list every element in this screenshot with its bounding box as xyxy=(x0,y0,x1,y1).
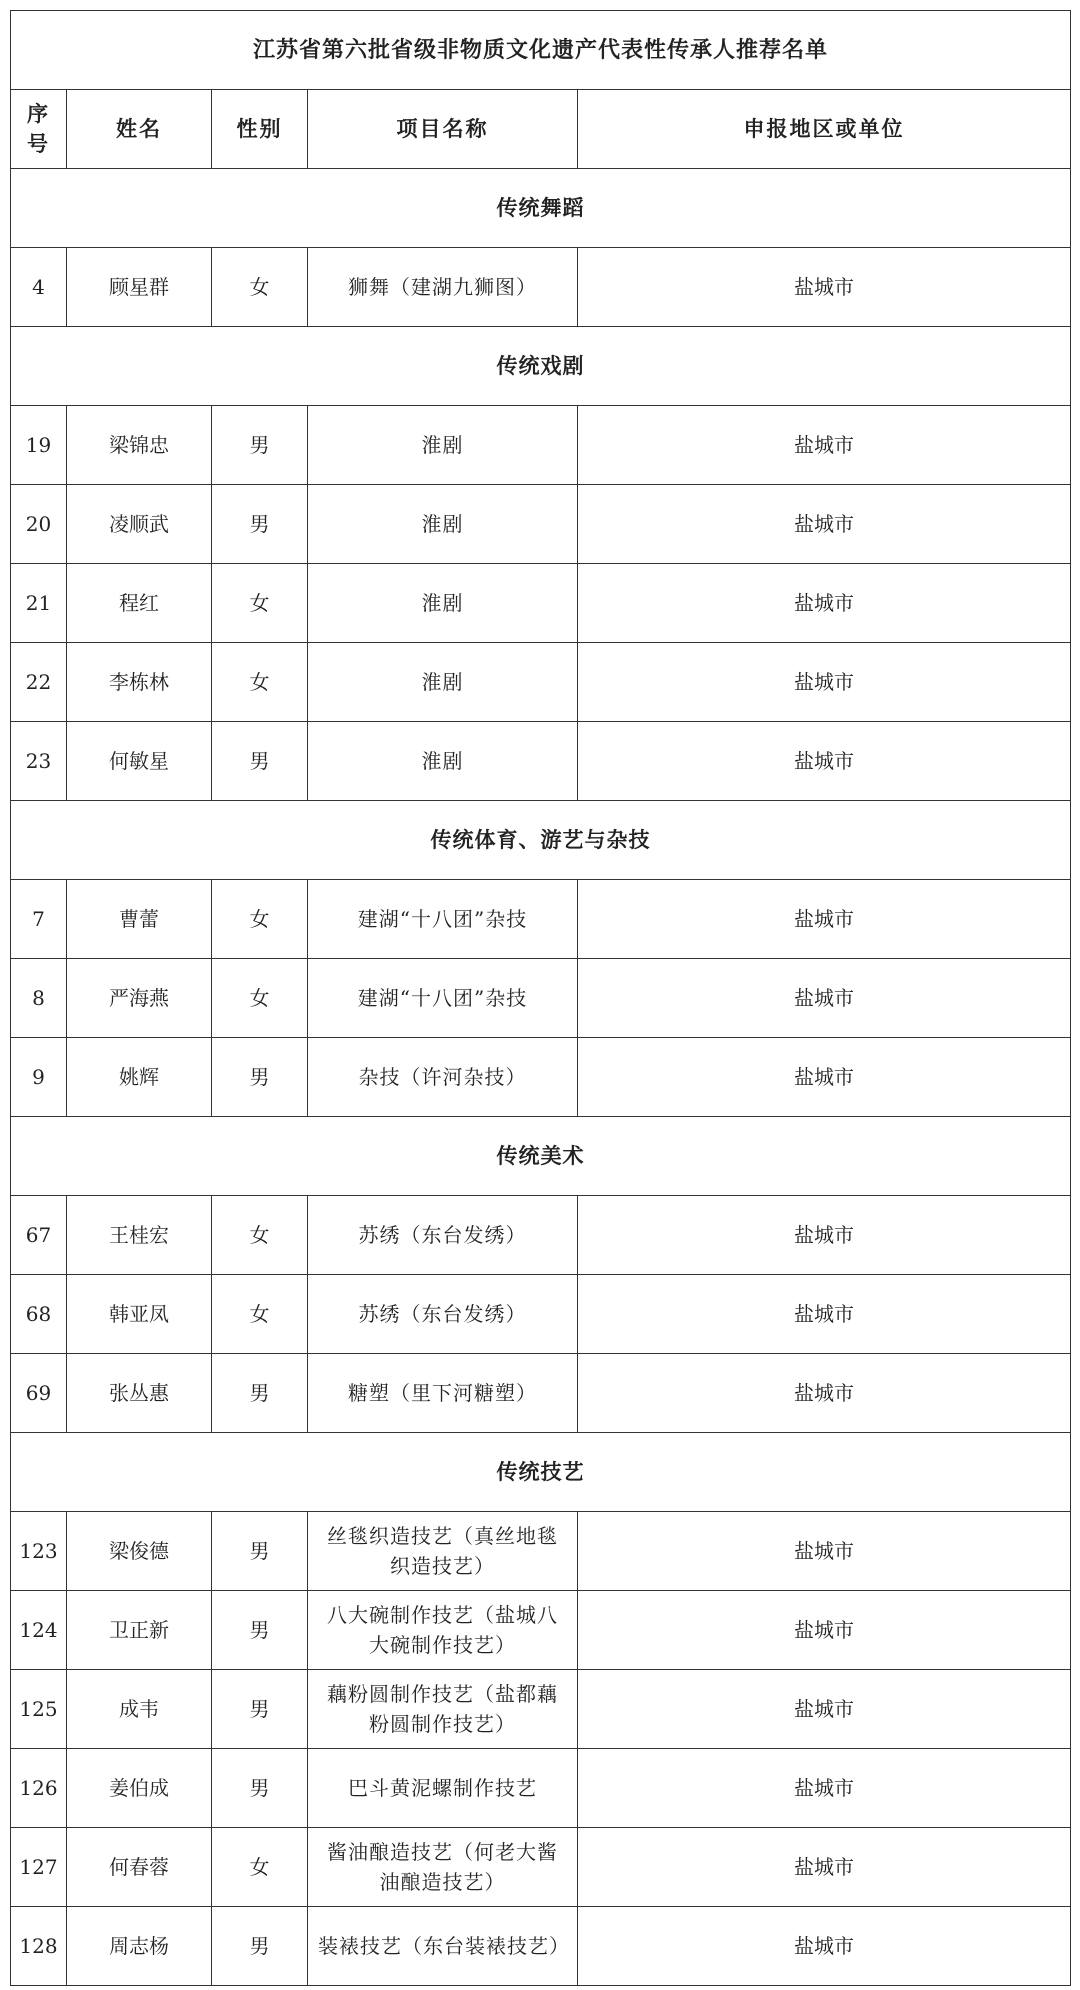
cell-name: 卫正新 xyxy=(67,1591,212,1670)
cell-gender: 女 xyxy=(212,880,308,959)
cell-project: 淮剧 xyxy=(308,406,578,485)
cell-seq: 124 xyxy=(11,1591,67,1670)
table-row xyxy=(11,1512,1071,1591)
header-seq: 序号 xyxy=(11,90,67,169)
cell-gender: 男 xyxy=(212,722,308,801)
category-row xyxy=(11,801,1071,880)
cell-gender: 男 xyxy=(212,1907,308,1986)
cell-project: 酱油酿造技艺（何老大酱油酿造技艺） xyxy=(308,1828,578,1907)
category-label: 传统技艺 xyxy=(11,1433,1071,1512)
cell-unit: 盐城市 xyxy=(578,1591,1071,1670)
cell-seq: 126 xyxy=(11,1749,67,1828)
header-project: 项目名称 xyxy=(308,90,578,169)
table-row xyxy=(11,1038,1071,1117)
table-row xyxy=(11,1907,1071,1986)
cell-project: 杂技（许河杂技） xyxy=(308,1038,578,1117)
table-row xyxy=(11,1196,1071,1275)
cell-seq: 127 xyxy=(11,1828,67,1907)
cell-unit: 盐城市 xyxy=(578,880,1071,959)
cell-seq: 19 xyxy=(11,406,67,485)
table-row xyxy=(11,485,1071,564)
table-row xyxy=(11,1828,1071,1907)
document-title: 江苏省第六批省级非物质文化遗产代表性传承人推荐名单 xyxy=(11,11,1071,90)
cell-seq: 67 xyxy=(11,1196,67,1275)
cell-project: 巴斗黄泥螺制作技艺 xyxy=(308,1749,578,1828)
cell-gender: 女 xyxy=(212,1196,308,1275)
cell-seq: 23 xyxy=(11,722,67,801)
cell-seq: 21 xyxy=(11,564,67,643)
cell-project: 八大碗制作技艺（盐城八大碗制作技艺） xyxy=(308,1591,578,1670)
cell-project: 建湖“十八团”杂技 xyxy=(308,959,578,1038)
table-row xyxy=(11,880,1071,959)
header-name: 姓名 xyxy=(67,90,212,169)
cell-gender: 男 xyxy=(212,485,308,564)
category-label: 传统舞蹈 xyxy=(11,169,1071,248)
cell-gender: 女 xyxy=(212,1828,308,1907)
cell-unit: 盐城市 xyxy=(578,722,1071,801)
cell-name: 顾星群 xyxy=(67,248,212,327)
cell-unit: 盐城市 xyxy=(578,1828,1071,1907)
cell-name: 李栋林 xyxy=(67,643,212,722)
category-row xyxy=(11,327,1071,406)
cell-gender: 女 xyxy=(212,248,308,327)
cell-project: 苏绣（东台发绣） xyxy=(308,1196,578,1275)
table-row xyxy=(11,1354,1071,1433)
cell-name: 姚辉 xyxy=(67,1038,212,1117)
cell-gender: 女 xyxy=(212,643,308,722)
cell-seq: 69 xyxy=(11,1354,67,1433)
cell-project: 藕粉圆制作技艺（盐都藕粉圆制作技艺） xyxy=(308,1670,578,1749)
header-unit: 申报地区或单位 xyxy=(578,90,1071,169)
cell-name: 何敏星 xyxy=(67,722,212,801)
cell-gender: 男 xyxy=(212,1512,308,1591)
cell-gender: 男 xyxy=(212,1591,308,1670)
cell-name: 韩亚凤 xyxy=(67,1275,212,1354)
cell-project: 建湖“十八团”杂技 xyxy=(308,880,578,959)
cell-unit: 盐城市 xyxy=(578,1038,1071,1117)
table-row xyxy=(11,1670,1071,1749)
cell-unit: 盐城市 xyxy=(578,1907,1071,1986)
cell-name: 梁俊德 xyxy=(67,1512,212,1591)
category-row xyxy=(11,1117,1071,1196)
cell-name: 何春蓉 xyxy=(67,1828,212,1907)
cell-unit: 盐城市 xyxy=(578,1749,1071,1828)
category-label: 传统体育、游艺与杂技 xyxy=(11,801,1071,880)
cell-project: 装裱技艺（东台装裱技艺） xyxy=(308,1907,578,1986)
cell-seq: 8 xyxy=(11,959,67,1038)
cell-project: 淮剧 xyxy=(308,485,578,564)
title-row xyxy=(11,11,1071,90)
cell-gender: 男 xyxy=(212,1749,308,1828)
cell-seq: 20 xyxy=(11,485,67,564)
cell-unit: 盐城市 xyxy=(578,643,1071,722)
cell-gender: 男 xyxy=(212,406,308,485)
cell-unit: 盐城市 xyxy=(578,248,1071,327)
cell-unit: 盐城市 xyxy=(578,485,1071,564)
cell-name: 王桂宏 xyxy=(67,1196,212,1275)
cell-seq: 68 xyxy=(11,1275,67,1354)
table-row xyxy=(11,1749,1071,1828)
header-row xyxy=(11,90,1071,169)
cell-gender: 女 xyxy=(212,564,308,643)
cell-unit: 盐城市 xyxy=(578,564,1071,643)
cell-unit: 盐城市 xyxy=(578,1275,1071,1354)
cell-project: 淮剧 xyxy=(308,643,578,722)
table-row xyxy=(11,248,1071,327)
cell-name: 凌顺武 xyxy=(67,485,212,564)
category-label: 传统戏剧 xyxy=(11,327,1071,406)
cell-seq: 9 xyxy=(11,1038,67,1117)
cell-gender: 男 xyxy=(212,1038,308,1117)
table-row xyxy=(11,959,1071,1038)
cell-seq: 7 xyxy=(11,880,67,959)
cell-project: 淮剧 xyxy=(308,722,578,801)
table-row xyxy=(11,722,1071,801)
cell-unit: 盐城市 xyxy=(578,1670,1071,1749)
table-row xyxy=(11,643,1071,722)
cell-gender: 男 xyxy=(212,1670,308,1749)
cell-gender: 女 xyxy=(212,959,308,1038)
category-row xyxy=(11,169,1071,248)
category-row xyxy=(11,1433,1071,1512)
cell-unit: 盐城市 xyxy=(578,959,1071,1038)
cell-name: 程红 xyxy=(67,564,212,643)
cell-unit: 盐城市 xyxy=(578,1196,1071,1275)
cell-project: 糖塑（里下河糖塑） xyxy=(308,1354,578,1433)
header-gender: 性别 xyxy=(212,90,308,169)
cell-gender: 男 xyxy=(212,1354,308,1433)
cell-name: 曹蕾 xyxy=(67,880,212,959)
cell-unit: 盐城市 xyxy=(578,406,1071,485)
cell-project: 淮剧 xyxy=(308,564,578,643)
cell-name: 周志杨 xyxy=(67,1907,212,1986)
document-page xyxy=(10,10,1070,1986)
cell-project: 苏绣（东台发绣） xyxy=(308,1275,578,1354)
table-row xyxy=(11,1591,1071,1670)
cell-name: 张丛惠 xyxy=(67,1354,212,1433)
cell-unit: 盐城市 xyxy=(578,1354,1071,1433)
category-label: 传统美术 xyxy=(11,1117,1071,1196)
cell-seq: 125 xyxy=(11,1670,67,1749)
cell-unit: 盐城市 xyxy=(578,1512,1071,1591)
cell-seq: 4 xyxy=(11,248,67,327)
cell-seq: 128 xyxy=(11,1907,67,1986)
table-row xyxy=(11,1275,1071,1354)
cell-name: 成韦 xyxy=(67,1670,212,1749)
cell-project: 丝毯织造技艺（真丝地毯织造技艺） xyxy=(308,1512,578,1591)
cell-name: 梁锦忠 xyxy=(67,406,212,485)
cell-seq: 123 xyxy=(11,1512,67,1591)
cell-name: 严海燕 xyxy=(67,959,212,1038)
table-row xyxy=(11,406,1071,485)
table-row xyxy=(11,564,1071,643)
recommendation-table xyxy=(10,10,1071,1986)
cell-seq: 22 xyxy=(11,643,67,722)
cell-name: 姜伯成 xyxy=(67,1749,212,1828)
cell-project: 狮舞（建湖九狮图） xyxy=(308,248,578,327)
cell-gender: 女 xyxy=(212,1275,308,1354)
